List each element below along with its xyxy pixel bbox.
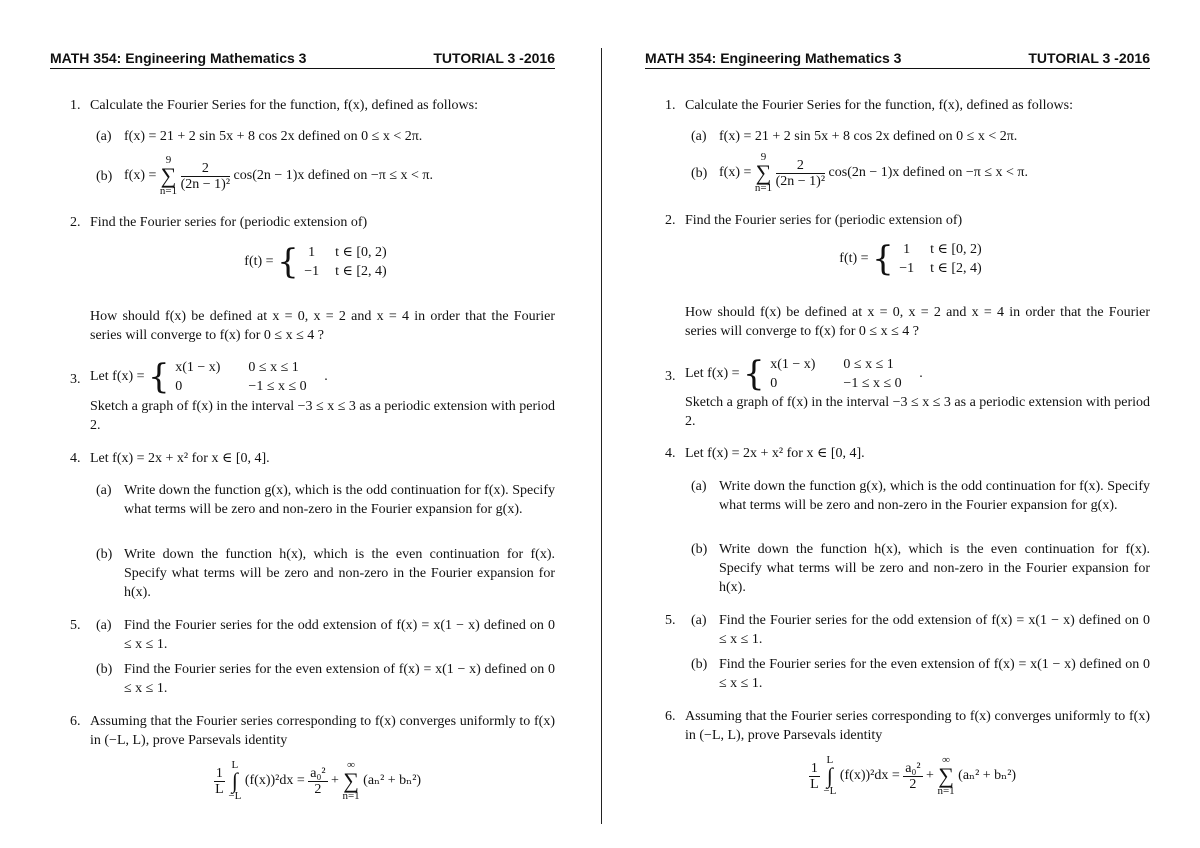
part-label: (a)	[691, 479, 707, 494]
cases-table	[768, 355, 916, 393]
formula-lhs: f(t) =	[839, 251, 869, 267]
question-2	[50, 213, 555, 233]
question-5b	[685, 655, 1150, 695]
sum-upper: 9	[165, 154, 172, 166]
integrand: (f(x))²dx =	[244, 773, 305, 789]
numerator: 1	[810, 760, 818, 776]
question-1	[645, 96, 1150, 116]
tutorial-title: TUTORIAL 3 -2016	[433, 50, 555, 66]
summation	[342, 760, 359, 802]
summation	[160, 155, 177, 197]
fraction	[776, 158, 825, 189]
denominator: 2	[314, 781, 322, 797]
integral	[228, 760, 241, 802]
case-value: −1	[899, 261, 915, 276]
case-condition: 0 ≤ x ≤ 1	[248, 360, 299, 375]
question-formula	[90, 358, 555, 396]
formula-rest: cos(2n − 1)x defined on −π ≤ x < π.	[828, 165, 1029, 181]
numerator: 2	[181, 161, 230, 177]
case-condition: t ∈ [2, 4)	[930, 261, 982, 276]
case-value: 0	[770, 376, 778, 391]
part-label: (a)	[691, 613, 707, 628]
question-6	[50, 712, 555, 752]
formula-lhs: f(t) =	[244, 254, 274, 270]
question-number: 4.	[70, 451, 81, 466]
part-text: Find the Fourier series for the even extension of f(x) = x(1 − x) defined on 0 ≤ x ≤ 1.	[719, 657, 1150, 691]
question-4b	[685, 540, 1150, 598]
part-text: f(x) = 21 + 2 sin 5x + 8 cos 2x defined on 0 ≤ x < 2π.	[719, 129, 1018, 144]
question-text: How should f(x) be defined at x = 0, x = 2 and x = 4 in order that the Fourier series will converge to f(x) for 0 ≤ x ≤ 4 ?	[90, 309, 555, 343]
fraction	[308, 766, 327, 797]
question-number: 2.	[665, 213, 676, 228]
parseval-identity	[50, 760, 555, 812]
question-2-followup	[645, 303, 1150, 343]
formula-tail: .	[919, 366, 923, 382]
part-label: (b)	[96, 169, 113, 184]
question-number: 3.	[665, 369, 676, 384]
question-text: Let f(x) = 2x + x² for x ∈ [0, 4].	[90, 451, 270, 466]
tutorial-title: TUTORIAL 3 -2016	[1028, 50, 1150, 66]
integral-lower: −L	[823, 785, 837, 797]
case-value: x(1 − x)	[770, 357, 816, 372]
left-page	[50, 0, 555, 848]
case-value: 1	[903, 242, 911, 257]
numerator: a₀²	[310, 765, 326, 781]
part-label: (b)	[691, 657, 708, 672]
question-1a	[90, 127, 555, 147]
fraction	[214, 766, 225, 797]
sum-lower: n=1	[159, 185, 178, 197]
integral-upper: L	[826, 754, 834, 766]
numerator: 1	[215, 765, 223, 781]
course-title: MATH 354: Engineering Mathematics 3	[645, 50, 902, 66]
plus-sign: +	[331, 773, 339, 789]
question-number: 1.	[70, 98, 81, 113]
case-condition: t ∈ [2, 4)	[335, 264, 387, 279]
sum-lower: n=1	[754, 182, 773, 194]
question-2	[645, 211, 1150, 231]
page-divider	[601, 48, 602, 824]
question-3-followup	[645, 393, 1150, 433]
question-5a	[685, 611, 1150, 651]
question-1a	[685, 127, 1150, 147]
part-text: Write down the function h(x), which is the even continuation for f(x). Specify what terms will be zero and non-zero in the Fourier expansion for h(x).	[124, 547, 555, 600]
numerator: 2	[776, 158, 825, 174]
part-text: Find the Fourier series for the odd extension of f(x) = x(1 − x) defined on 0 ≤ x ≤ 1.	[719, 613, 1150, 647]
question-4a	[685, 477, 1150, 535]
left-brace: {	[277, 242, 299, 282]
question-text: How should f(x) be defined at x = 0, x = 2 and x = 4 in order that the Fourier series will converge to f(x) for 0 ≤ x ≤ 4 ?	[685, 305, 1150, 339]
formula-lhs: Let f(x) =	[90, 369, 145, 385]
question-number: 2.	[70, 215, 81, 230]
case-condition: −1 ≤ x ≤ 0	[248, 379, 307, 394]
numerator: a₀²	[905, 760, 921, 776]
denominator: (2n − 1)²	[775, 173, 826, 189]
integral-upper: L	[231, 759, 239, 771]
left-brace: {	[148, 357, 170, 397]
summation	[755, 152, 772, 194]
integral-lower: −L	[228, 790, 242, 802]
part-formula	[124, 155, 555, 197]
part-text: Write down the function g(x), which is the odd continuation for f(x). Specify what terms will be zero and non-zero in the Fourier expansion for g(x).	[124, 483, 555, 517]
integral-symbol: ∫	[231, 768, 238, 793]
sigma-symbol: ∑	[343, 768, 359, 793]
question-text: Sketch a graph of f(x) in the interval −3 ≤ x ≤ 3 as a periodic extension with period 2.	[90, 399, 555, 433]
question-1b	[685, 152, 1150, 196]
case-value: 0	[175, 379, 183, 394]
question-4	[645, 444, 1150, 464]
question-text: Let f(x) = 2x + x² for x ∈ [0, 4].	[685, 446, 865, 461]
sigma-symbol: ∑	[938, 763, 954, 788]
summation	[937, 755, 954, 797]
question-text: Find the Fourier series for (periodic extension of)	[90, 215, 368, 230]
part-formula	[719, 152, 1150, 194]
case-condition: −1 ≤ x ≤ 0	[843, 376, 902, 391]
sum-lower: n=1	[937, 785, 955, 797]
formula-lhs: f(x) =	[719, 165, 752, 181]
question-text: Assuming that the Fourier series corresponding to f(x) converges uniformly to f(x) in (−L, L), prove Parsevals identity	[685, 709, 1150, 743]
sum-upper: ∞	[942, 754, 950, 766]
question-6	[645, 707, 1150, 747]
question-number: 1.	[665, 98, 676, 113]
case-condition: t ∈ [0, 2)	[335, 245, 387, 260]
question-4a	[90, 481, 555, 539]
sigma-symbol: ∑	[755, 160, 772, 185]
cases-table	[173, 358, 321, 396]
question-4b	[90, 545, 555, 603]
formula-rest: cos(2n − 1)x defined on −π ≤ x < π.	[233, 168, 434, 184]
case-value: −1	[304, 264, 320, 279]
left-brace: {	[743, 354, 765, 394]
denominator: 2	[909, 776, 917, 792]
sum-upper: 9	[760, 151, 767, 163]
question-text: Assuming that the Fourier series corresponding to f(x) converges uniformly to f(x) in (−L, L), prove Parsevals identity	[90, 714, 555, 748]
part-text: Write down the function g(x), which is the odd continuation for f(x). Specify what terms will be zero and non-zero in the Fourier expansion for g(x).	[719, 479, 1150, 513]
page-header	[645, 50, 1150, 69]
part-label: (a)	[96, 129, 112, 144]
fraction	[809, 761, 820, 792]
sum-body: (aₙ² + bₙ²)	[363, 773, 422, 789]
part-label: (a)	[96, 483, 112, 498]
part-label: (a)	[96, 618, 112, 633]
part-label: (b)	[96, 662, 113, 677]
cases-table	[897, 240, 995, 278]
piecewise-function	[50, 243, 555, 287]
right-page	[645, 0, 1150, 848]
question-2-followup	[50, 307, 555, 347]
question-5a	[90, 616, 555, 656]
integral-symbol: ∫	[826, 763, 833, 788]
integrand: (f(x))²dx =	[839, 768, 900, 784]
question-text: Sketch a graph of f(x) in the interval −3 ≤ x ≤ 3 as a periodic extension with period 2.	[685, 395, 1150, 429]
fraction	[181, 161, 230, 192]
sigma-symbol: ∑	[160, 163, 177, 188]
part-text: f(x) = 21 + 2 sin 5x + 8 cos 2x defined on 0 ≤ x < 2π.	[124, 129, 423, 144]
sum-lower: n=1	[342, 790, 360, 802]
parseval-identity	[645, 755, 1150, 807]
denominator: (2n − 1)²	[180, 176, 231, 192]
question-1	[50, 96, 555, 116]
question-5b	[90, 660, 555, 700]
question-number: 6.	[665, 709, 676, 724]
case-condition: 0 ≤ x ≤ 1	[843, 357, 894, 372]
part-text: Find the Fourier series for the odd extension of f(x) = x(1 − x) defined on 0 ≤ x ≤ 1.	[124, 618, 555, 652]
question-text: Find the Fourier series for (periodic extension of)	[685, 213, 963, 228]
question-formula	[685, 355, 1150, 393]
part-text: Write down the function h(x), which is the even continuation for f(x). Specify what terms will be zero and non-zero in the Fourier expansion for h(x).	[719, 542, 1150, 595]
denominator: L	[215, 781, 224, 797]
case-value: x(1 − x)	[175, 360, 221, 375]
question-3	[50, 358, 555, 398]
part-text: Find the Fourier series for the even extension of f(x) = x(1 − x) defined on 0 ≤ x ≤ 1.	[124, 662, 555, 696]
question-text: Calculate the Fourier Series for the function, f(x), defined as follows:	[685, 98, 1073, 113]
question-1b	[90, 155, 555, 199]
question-number: 6.	[70, 714, 81, 729]
plus-sign: +	[926, 768, 934, 784]
fraction	[903, 761, 922, 792]
question-4	[50, 449, 555, 469]
question-number: 3.	[70, 372, 81, 387]
question-number: 4.	[665, 446, 676, 461]
formula-tail: .	[324, 369, 328, 385]
question-3	[645, 355, 1150, 395]
left-brace: {	[872, 239, 894, 279]
course-title: MATH 354: Engineering Mathematics 3	[50, 50, 307, 66]
case-value: 1	[308, 245, 316, 260]
formula-lhs: Let f(x) =	[685, 366, 740, 382]
question-number: 5.	[70, 618, 81, 633]
sum-upper: ∞	[347, 759, 355, 771]
piecewise-function	[645, 240, 1150, 284]
page-header	[50, 50, 555, 69]
case-condition: t ∈ [0, 2)	[930, 242, 982, 257]
question-text: Calculate the Fourier Series for the function, f(x), defined as follows:	[90, 98, 478, 113]
part-label: (b)	[96, 547, 113, 562]
part-label: (b)	[691, 166, 708, 181]
part-label: (a)	[691, 129, 707, 144]
part-label: (b)	[691, 542, 708, 557]
formula-lhs: f(x) =	[124, 168, 157, 184]
question-number: 5.	[665, 613, 676, 628]
cases-table	[302, 243, 400, 281]
question-3-followup	[50, 397, 555, 437]
denominator: L	[810, 776, 819, 792]
integral	[823, 755, 836, 797]
sum-body: (aₙ² + bₙ²)	[958, 768, 1017, 784]
